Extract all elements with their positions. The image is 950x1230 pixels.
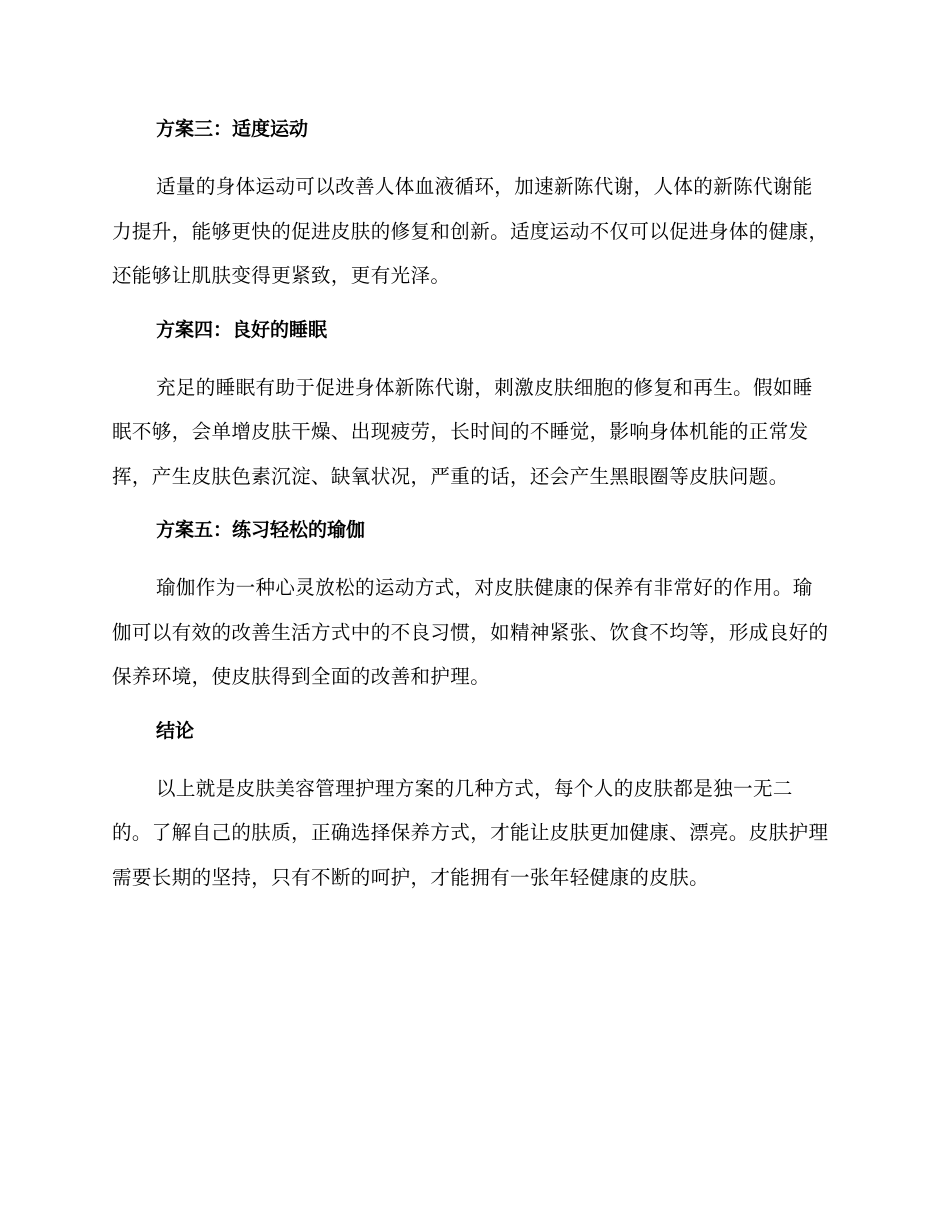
section-body-conclusion: 以上就是皮肤美容管理护理方案的几种方式，每个人的皮肤都是独一无二的。了解自己的肤质，正确选择保养方式，才能让皮肤更加健康、漂亮。皮肤护理需要长期的坚持，只有不断的呵护，才能拥有一张年轻健康的皮肤。 <box>112 776 829 889</box>
section-heading-sleep: 方案四：良好的睡眠 <box>156 318 328 341</box>
section-body-sleep: 充足的睡眠有助于促进身体新陈代谢，刺激皮肤细胞的修复和再生。假如睡眠不够，会单增皮肤干燥、出现疲劳，长时间的不睡觉，影响身体机能的正常发挥，产生皮肤色素沉淀、缺氧状况，严重的话，还会产生黑眼圈等皮肤问题。 <box>112 375 813 488</box>
document-page <box>112 108 832 900</box>
section-body-exercise: 适量的身体运动可以改善人体血液循环，加速新陈代谢，人体的新陈代谢能力提升，能够更快的促进皮肤的修复和创新。适度运动不仅可以促进身体的健康，还能够让肌肤变得更紧致，更有光泽。 <box>112 175 829 287</box>
section-heading-conclusion: 结论 <box>156 719 195 742</box>
section-heading-exercise: 方案三：适度运动 <box>156 118 309 140</box>
section-body-yoga: 瑜伽作为一种心灵放松的运动方式，对皮肤健康的保养有非常好的作用。瑜伽可以有效的改善生活方式中的不良习惯，如精神紧张、饮食不均等，形成良好的保养环境，使皮肤得到全面的改善和护理。 <box>112 576 829 688</box>
section-heading-yoga: 方案五：练习轻松的瑜伽 <box>156 519 366 541</box>
